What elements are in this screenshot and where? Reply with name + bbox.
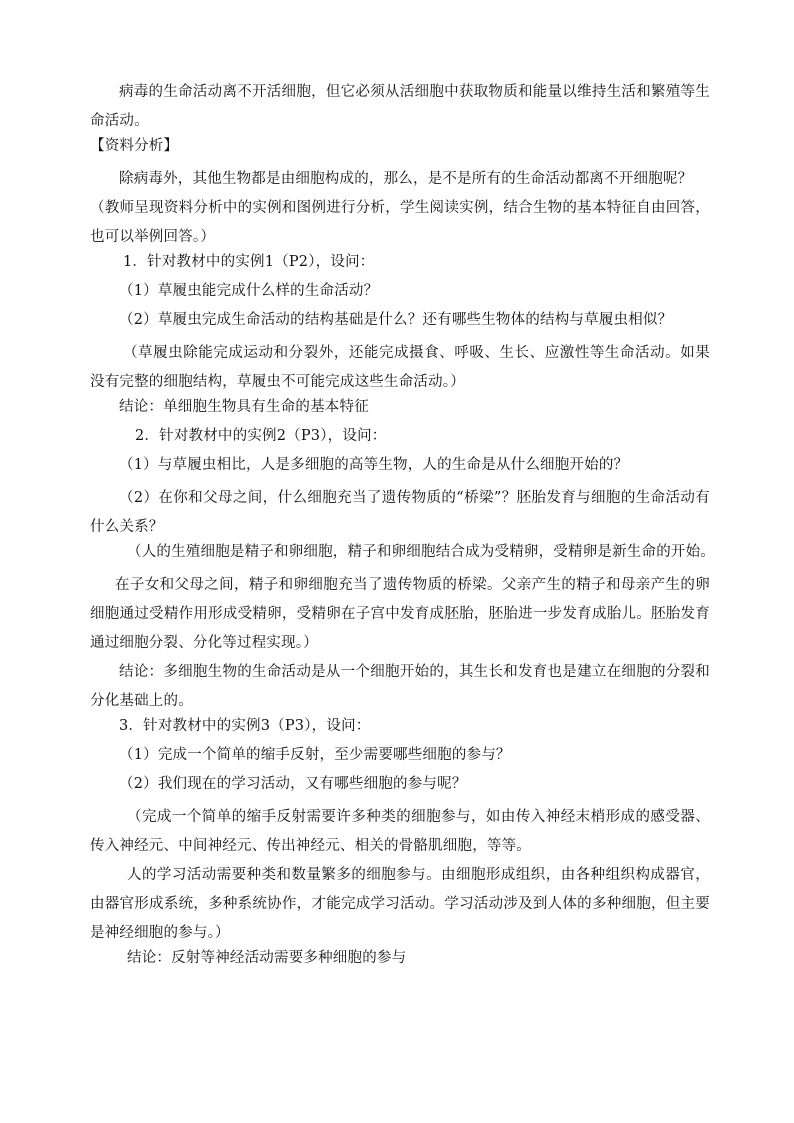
paragraph-answer-1: [90, 339, 710, 397]
paragraph-example-2-heading: [90, 426, 710, 455]
paragraph-text: 结论：单细胞生物具有生命的基本特征: [119, 399, 369, 415]
paragraph-answer-3-b: [90, 861, 710, 948]
paragraph-question-2-2: [90, 484, 710, 542]
paragraph-text: 1．针对教材中的实例1（P2），设问：: [123, 254, 375, 270]
paragraph-question-cells: [90, 165, 710, 194]
paragraph-text: 结论：反射等神经活动需要多种细胞的参与: [127, 950, 407, 966]
paragraph-answer-3-a: [90, 803, 710, 861]
paragraph-text: 2．针对教材中的实例2（P3），设问：: [135, 428, 387, 444]
paragraph-example-1-heading: [90, 252, 710, 281]
paragraph-teacher-note: [90, 194, 710, 252]
paragraph-conclusion-2: [90, 658, 710, 716]
paragraph-conclusion-3: [90, 948, 710, 977]
paragraph-question-1-2: [90, 310, 710, 339]
paragraph-question-3-1: [90, 745, 710, 774]
paragraph-text: （完成一个简单的缩手反射需要许多种类的细胞参与，如由传入神经末梢形成的感受器、传入神经元、中间神经元、传出神经元、相关的骨骼肌细胞，等等。: [90, 809, 710, 854]
paragraph-text: 结论：多细胞生物的生命活动是从一个细胞开始的，其生长和发育也是建立在细胞的分裂和分化基础上的。: [90, 664, 710, 709]
document-page: [90, 78, 715, 977]
paragraph-example-3-heading: [90, 716, 710, 745]
paragraph-text: 3．针对教材中的实例3（P3），设问：: [119, 718, 371, 734]
paragraph-text: （教师呈现资料分析中的实例和图例进行分析，学生阅读实例，结合生物的基本特征自由回答，也可以举例回答。）: [90, 200, 710, 245]
section-heading-data-analysis: [90, 136, 710, 165]
paragraph-answer-2-a: [90, 542, 715, 571]
heading-text: 【资料分析】: [90, 138, 179, 154]
paragraph-question-1-1: [90, 281, 710, 310]
paragraph-answer-2-b: [90, 571, 710, 658]
paragraph-text: 在子女和父母之间，精子和卵细胞充当了遗传物质的桥梁。父亲产生的精子和母亲产生的卵细胞通过受精作用形成受精卵，受精卵在子宫中发育成胚胎，胚胎进一步发育成胎儿。胚胎发育通过细胞分裂、分化等过程实现。）: [90, 577, 710, 651]
paragraph-text: （2）在你和父母之间，什么细胞充当了遗传物质的“桥梁”？胚胎发育与细胞的生命活动有什么关系？: [90, 490, 710, 535]
paragraph-conclusion-1: [90, 397, 710, 426]
paragraph-text: 病毒的生命活动离不开活细胞，但它必须从活细胞中获取物质和能量以维持生活和繁殖等生命活动。: [90, 84, 710, 129]
paragraph-text: （1）与草履虫相比，人是多细胞的高等生物，人的生命是从什么细胞开始的？: [119, 457, 629, 473]
paragraph-question-2-1: [90, 455, 710, 484]
paragraph-text: （1）完成一个简单的缩手反射，至少需要哪些细胞的参与？: [119, 747, 511, 763]
paragraph-text: 除病毒外，其他生物都是由细胞构成的，那么，是不是所有的生命活动都离不开细胞呢？: [119, 171, 693, 187]
paragraph-text: 人的学习活动需要种类和数量繁多的细胞参与。由细胞形成组织，由各种组织构成器官，由器官形成系统，多种系统协作，才能完成学习活动。学习活动涉及到人体的多种细胞，但主要是神经细胞的参与。）: [90, 867, 710, 941]
paragraph-text: （草履虫除能完成运动和分裂外，还能完成摄食、呼吸、生长、应激性等生命活动。如果没有完整的细胞结构，草履虫不可能完成这些生命活动。）: [90, 345, 710, 390]
paragraph-virus-life-activity: [90, 78, 710, 136]
paragraph-text: （2）草履虫完成生命活动的结构基础是什么？还有哪些生物体的结构与草履虫相似？: [119, 312, 673, 328]
paragraph-text: （1）草履虫能完成什么样的生命活动？: [119, 283, 379, 299]
paragraph-text: （2）我们现在的学习活动，又有哪些细胞的参与呢？: [119, 776, 467, 792]
paragraph-text: （人的生殖细胞是精子和卵细胞，精子和卵细胞结合成为受精卵，受精卵是新生命的开始。: [127, 544, 715, 560]
paragraph-question-3-2: [90, 774, 710, 803]
